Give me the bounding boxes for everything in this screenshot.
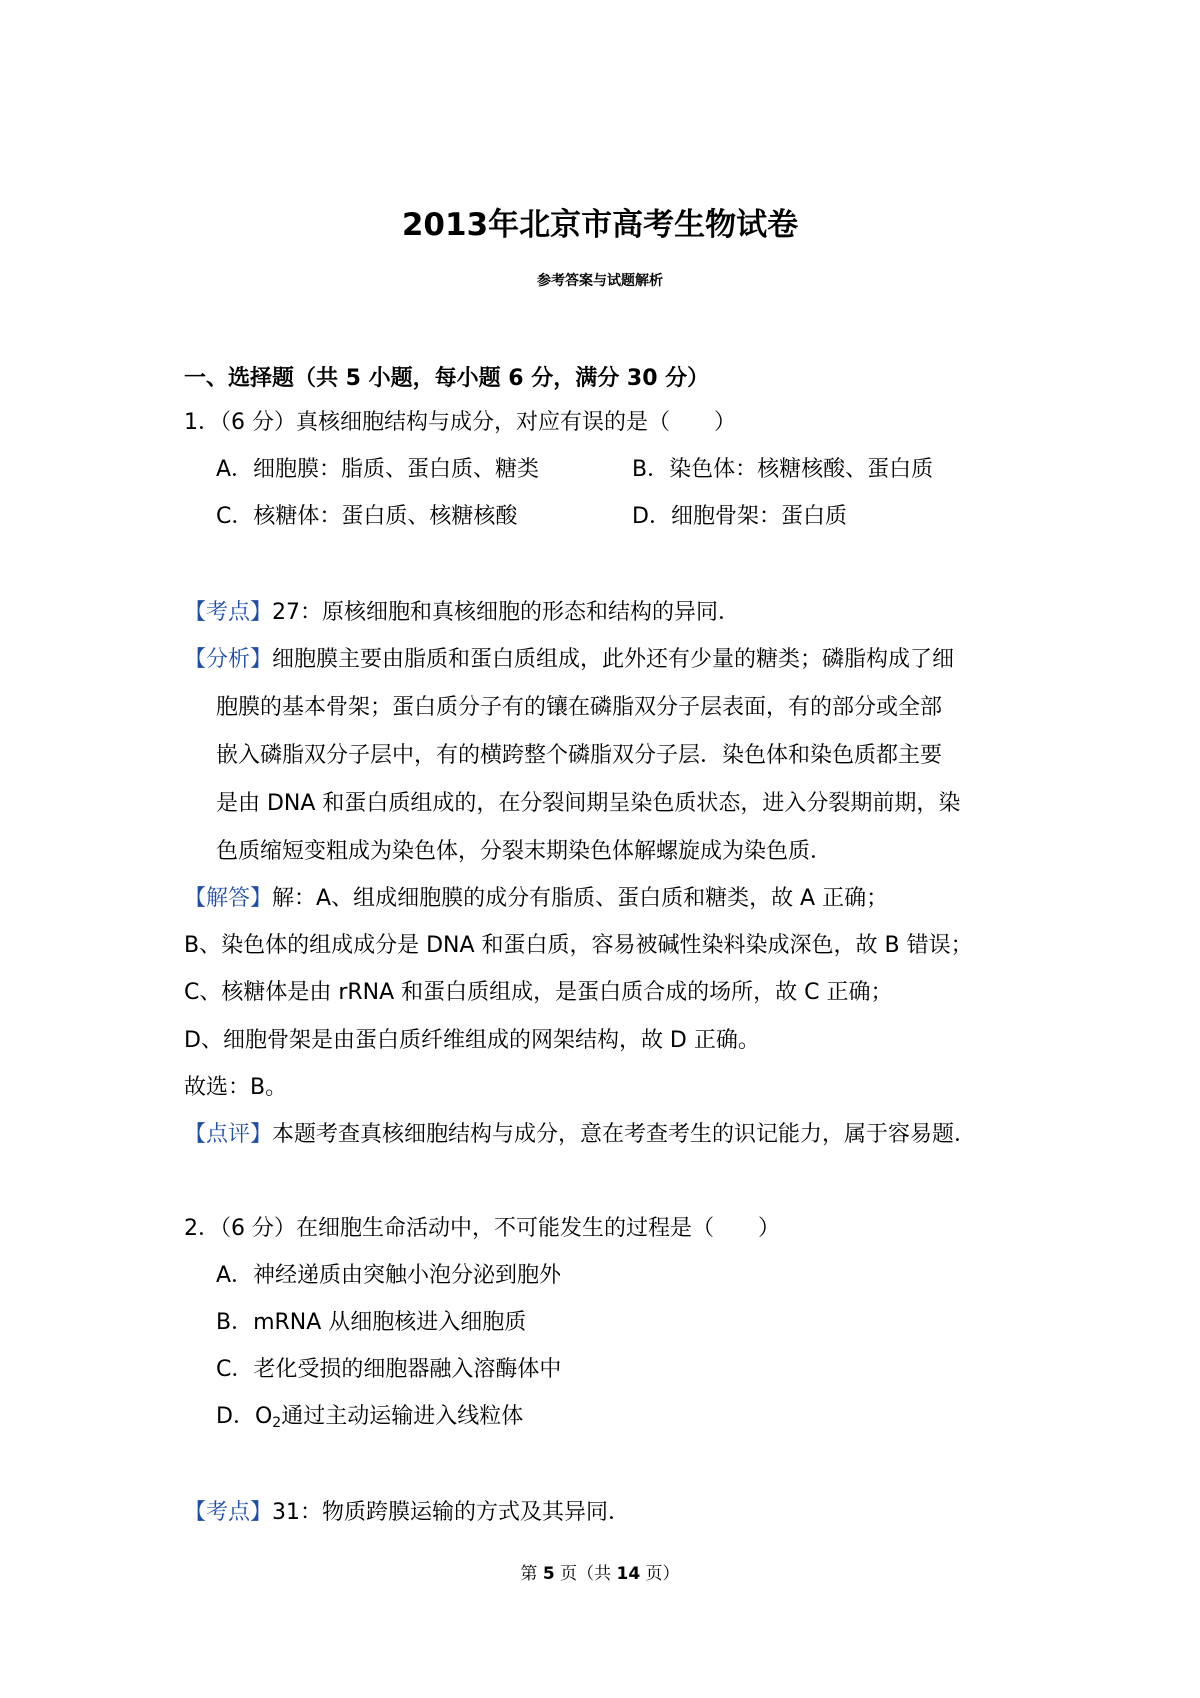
fenxi-line: 嵌入磷脂双分子层中，有的横跨整个磷脂双分子层．染色体和染色质都主要 [216,743,943,768]
kaodian-text: 31：物质跨膜运输的方式及其异同． [272,1500,631,1525]
question-2-option-b: B．mRNA 从细胞核进入细胞质 [216,1310,527,1335]
q2-kaodian [184,1498,630,1528]
question-1-option-b: B．染色体：核糖核酸、蛋白质 [632,457,934,482]
q1-dianping [184,1120,976,1150]
question-1-option-a: A．细胞膜：脂质、蛋白质、糖类 [216,457,540,482]
question-2-option-c: C．老化受损的细胞器融入溶酶体中 [216,1357,562,1382]
dianping-text: 本题考查真核细胞结构与成分，意在考查考生的识记能力，属于容易题． [272,1122,977,1147]
fenxi-line: 是由 DNA 和蛋白质组成的，在分裂间期呈染色质状态，进入分裂期前期，染 [216,791,961,816]
option-d-rest: 通过主动运输进入线粒体 [281,1404,524,1429]
q1-fenxi [184,645,954,675]
answer-choice: 故选：B。 [184,1075,288,1100]
jieda-line: D、细胞骨架是由蛋白质纤维组成的网架结构，故 D 正确。 [184,1028,760,1053]
option-d-subscript: 2 [272,1415,282,1431]
fenxi-line: 细胞膜主要由脂质和蛋白质组成，此外还有少量的糖类；磷脂构成了细 [272,647,955,672]
q1-kaodian [184,598,740,628]
jieda-line: C、核糖体是由 rRNA 和蛋白质组成，是蛋白质合成的场所，故 C 正确； [184,980,893,1005]
kaodian-tag: 【考点】 [184,600,273,625]
page-subtitle: 参考答案与试题解析 [537,273,663,289]
section-heading: 一、选择题（共 5 小题，每小题 6 分，满分 30 分） [184,366,710,391]
jieda-tag: 【解答】 [184,886,273,911]
page-title: 2013年北京市高考生物试卷 [401,207,799,243]
footer-mid: 页（共 [554,1564,617,1584]
footer-pre: 第 [520,1564,543,1584]
kaodian-text: 27：原核细胞和真核细胞的形态和结构的异同． [272,600,741,625]
question-2-option-a: A．神经递质由突触小泡分泌到胞外 [216,1263,562,1288]
question-2-option-d [216,1402,523,1432]
jieda-line: B、染色体的组成成分是 DNA 和蛋白质，容易被碱性染料染成深色，故 B 错误； [184,933,973,958]
footer-page-number: 5 [542,1564,555,1584]
option-d-prefix: D．O [216,1404,273,1429]
fenxi-tag: 【分析】 [184,647,273,672]
jieda-text: 解：A、组成细胞膜的成分有脂质、蛋白质和糖类，故 A 正确； [272,886,889,911]
page-footer [0,1562,1200,1586]
question-1-option-c: C．核糖体：蛋白质、核糖核酸 [216,504,518,529]
question-2-stem: 2．（6 分）在细胞生命活动中，不可能发生的过程是（ ） [184,1216,780,1241]
footer-total-pages: 14 [616,1564,641,1584]
fenxi-line: 色质缩短变粗成为染色体，分裂末期染色体解螺旋成为染色质． [216,839,833,864]
question-1-option-d: D．细胞骨架：蛋白质 [632,504,847,529]
fenxi-line: 胞膜的基本骨架；蛋白质分子有的镶在磷脂双分子层表面，有的部分或全部 [216,695,943,720]
dianping-tag: 【点评】 [184,1122,273,1147]
footer-post: 页） [640,1564,680,1584]
kaodian-tag: 【考点】 [184,1500,273,1525]
question-1-stem: 1．（6 分）真核细胞结构与成分，对应有误的是（ ） [184,410,736,435]
q1-jieda [184,884,888,914]
